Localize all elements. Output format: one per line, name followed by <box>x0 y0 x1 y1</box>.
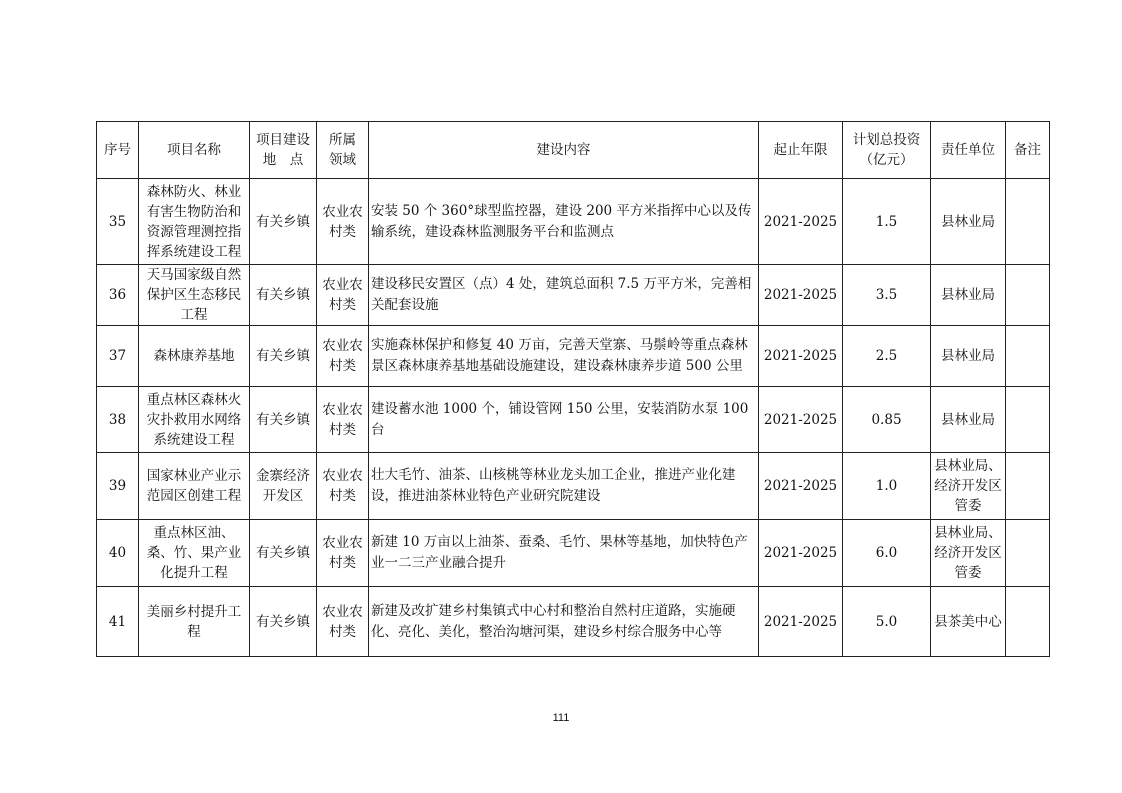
cell-name: 美丽乡村提升工程 <box>139 587 250 657</box>
cell-investment: 2.5 <box>843 326 931 387</box>
cell-no: 37 <box>97 326 139 387</box>
header-remark: 备注 <box>1006 122 1050 179</box>
cell-location: 有关乡镇 <box>250 587 317 657</box>
cell-name: 重点林区油、桑、竹、果产业化提升工程 <box>139 520 250 587</box>
cell-period: 2021-2025 <box>759 520 843 587</box>
cell-name: 国家林业产业示范园区创建工程 <box>139 453 250 520</box>
cell-content: 壮大毛竹、油茶、山核桃等林业龙头加工企业，推进产业化建设，推进油茶林业特色产业研究院建设 <box>369 453 759 520</box>
cell-field: 农业农村类 <box>317 520 369 587</box>
cell-name: 天马国家级自然保护区生态移民工程 <box>139 265 250 326</box>
cell-content: 安装 50 个 360°球型监控器，建设 200 平方米指挥中心以及传输系统，建设森林监测服务平台和监测点 <box>369 179 759 265</box>
cell-content: 新建 10 万亩以上油茶、蚕桑、毛竹、果林等基地，加快特色产业一二三产业融合提升 <box>369 520 759 587</box>
cell-unit: 县茶美中心 <box>931 587 1006 657</box>
cell-field: 农业农村类 <box>317 179 369 265</box>
cell-investment: 1.5 <box>843 179 931 265</box>
cell-no: 36 <box>97 265 139 326</box>
cell-location: 有关乡镇 <box>250 520 317 587</box>
cell-investment: 6.0 <box>843 520 931 587</box>
table-row <box>97 520 1050 587</box>
cell-remark <box>1006 326 1050 387</box>
header-field: 所属 领域 <box>317 122 369 179</box>
cell-remark <box>1006 387 1050 453</box>
cell-field: 农业农村类 <box>317 387 369 453</box>
cell-location: 有关乡镇 <box>250 265 317 326</box>
cell-investment: 5.0 <box>843 587 931 657</box>
cell-field: 农业农村类 <box>317 265 369 326</box>
cell-period: 2021-2025 <box>759 326 843 387</box>
cell-no: 40 <box>97 520 139 587</box>
cell-field: 农业农村类 <box>317 453 369 520</box>
cell-content: 建设蓄水池 1000 个，铺设管网 150 公里，安装消防水泵 100 台 <box>369 387 759 453</box>
header-period: 起止年限 <box>759 122 843 179</box>
cell-remark <box>1006 265 1050 326</box>
page-number: 111 <box>552 712 570 724</box>
cell-no: 41 <box>97 587 139 657</box>
header-name: 项目名称 <box>139 122 250 179</box>
header-content: 建设内容 <box>369 122 759 179</box>
cell-field: 农业农村类 <box>317 587 369 657</box>
cell-field: 农业农村类 <box>317 326 369 387</box>
cell-unit: 县林业局、经济开发区管委 <box>931 520 1006 587</box>
cell-content: 新建及改扩建乡村集镇式中心村和整治自然村庄道路，实施硬化、亮化、美化，整治沟塘河渠，建设乡村综合服务中心等 <box>369 587 759 657</box>
cell-no: 39 <box>97 453 139 520</box>
table-row <box>97 453 1050 520</box>
cell-period: 2021-2025 <box>759 265 843 326</box>
cell-location: 有关乡镇 <box>250 326 317 387</box>
cell-no: 38 <box>97 387 139 453</box>
header-unit: 责任单位 <box>931 122 1006 179</box>
cell-period: 2021-2025 <box>759 453 843 520</box>
cell-remark <box>1006 179 1050 265</box>
project-table <box>96 121 1050 657</box>
cell-unit: 县林业局、经济开发区管委 <box>931 453 1006 520</box>
table-row <box>97 326 1050 387</box>
cell-content: 建设移民安置区（点）4 处，建筑总面积 7.5 万平方米，完善相关配套设施 <box>369 265 759 326</box>
header-no: 序号 <box>97 122 139 179</box>
cell-remark <box>1006 453 1050 520</box>
cell-period: 2021-2025 <box>759 179 843 265</box>
cell-location: 有关乡镇 <box>250 387 317 453</box>
cell-investment: 3.5 <box>843 265 931 326</box>
cell-investment: 0.85 <box>843 387 931 453</box>
cell-unit: 县林业局 <box>931 265 1006 326</box>
cell-period: 2021-2025 <box>759 587 843 657</box>
cell-name: 重点林区森林火灾扑救用水网络系统建设工程 <box>139 387 250 453</box>
table-body <box>97 179 1050 657</box>
cell-remark <box>1006 587 1050 657</box>
cell-content: 实施森林保护和修复 40 万亩，完善天堂寨、马鬃岭等重点森林景区森林康养基地基础设施建设，建设森林康养步道 500 公里 <box>369 326 759 387</box>
table-row <box>97 179 1050 265</box>
cell-location: 金寨经济开发区 <box>250 453 317 520</box>
cell-unit: 县林业局 <box>931 326 1006 387</box>
cell-investment: 1.0 <box>843 453 931 520</box>
cell-location: 有关乡镇 <box>250 179 317 265</box>
cell-unit: 县林业局 <box>931 387 1006 453</box>
header-investment: 计划总投资 （亿元） <box>843 122 931 179</box>
table-row <box>97 587 1050 657</box>
table-row <box>97 265 1050 326</box>
cell-name: 森林康养基地 <box>139 326 250 387</box>
cell-period: 2021-2025 <box>759 387 843 453</box>
table-row <box>97 387 1050 453</box>
cell-name: 森林防火、林业有害生物防治和资源管理测控指挥系统建设工程 <box>139 179 250 265</box>
header-row <box>97 122 1050 179</box>
header-location: 项目建设 地 点 <box>250 122 317 179</box>
cell-no: 35 <box>97 179 139 265</box>
cell-unit: 县林业局 <box>931 179 1006 265</box>
cell-remark <box>1006 520 1050 587</box>
